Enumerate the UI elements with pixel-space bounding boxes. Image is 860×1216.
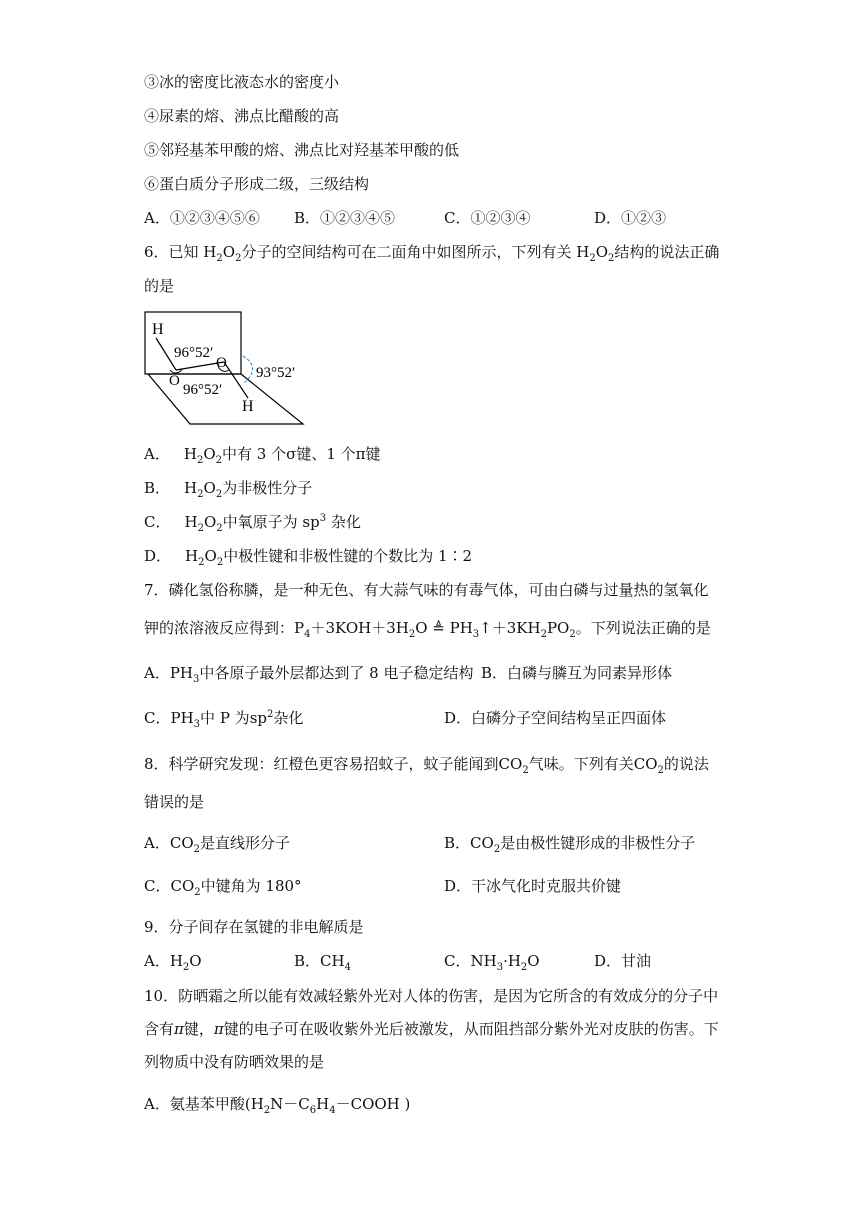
q7-option-d: D．白磷分子空间结构呈正四面体 [444, 709, 667, 727]
q8-option-d: D．干冰气化时克服共价键 [444, 877, 622, 895]
q9-option-b: B．$CH_4$ [294, 952, 351, 973]
q5-option-d: D．①②③ [594, 209, 667, 227]
h2o2-dihedral-diagram [140, 308, 310, 430]
q5-item-5: ⑤邻羟基苯甲酸的熔、沸点比对羟基苯甲酸的低 [144, 141, 460, 159]
q7-option-b: B．白磷与膦互为同素异形体 [481, 664, 673, 682]
q6-option-c: C． $H_2O_2$中氧原子为 $sp^3$ 杂化 [144, 513, 361, 534]
q9-option-d: D．甘油 [594, 952, 652, 970]
label-h-top: H [152, 321, 164, 338]
q9-option-c: C．$NH_3\cdot H_2O$ [444, 952, 540, 973]
q10-stem-line3: 列物质中没有防晒效果的是 [144, 1053, 325, 1071]
bond-o-h-lower [224, 362, 248, 398]
q10-stem-line1: 10．防晒霜之所以能有效减轻紫外光对人体的伤害，是因为它所含的有效成分的分子中 [144, 987, 719, 1005]
q8-option-c: C．$CO_2$中键角为 180° [144, 877, 302, 898]
q8-stem-line1: 8．科学研究发现：红橙色更容易招蚊子，蚊子能闻到$CO_2$气味。下列有关$CO_2$的说法 [144, 755, 709, 776]
q9-stem: 9．分子间存在氢键的非电解质是 [144, 918, 364, 936]
q6-option-d: D． $H_2O_2$中极性键和非极性键的个数比为 1∶2 [144, 547, 473, 568]
q9-option-a: A．$H_2O$ [144, 952, 202, 973]
label-angle-upper: 96°52′ [174, 345, 214, 361]
q6-option-b: B． $H_2O_2$为非极性分子 [144, 479, 313, 500]
q5-item-3: ③冰的密度比液态水的密度小 [144, 73, 340, 91]
bond-h-o-upper [156, 338, 176, 370]
q5-option-a: A．①②③④⑤⑥ [144, 209, 260, 227]
label-o-right: O [216, 355, 227, 371]
q8-stem-line2: 错误的是 [144, 793, 205, 811]
q5-option-b: B．①②③④⑤ [294, 209, 396, 227]
q10-option-a: A．氨基苯甲酸($H_2N-C_6H_4-COOH$ ) [144, 1095, 411, 1116]
q7-option-a: A．$PH_3$中各原子最外层都达到了 8 电子稳定结构 [144, 664, 474, 685]
q6-stem-line2: 的是 [144, 277, 175, 295]
q8-option-b: B．$CO_2$是由极性键形成的非极性分子 [444, 834, 696, 855]
q6-stem-line1: 6．已知 $H_2O_2$分子的空间结构可在二面角中如图所示，下列有关 $H_2O_2$结构的说法正确 [144, 243, 720, 264]
q5-option-c: C．①②③④ [444, 209, 531, 227]
q5-item-6: ⑥蛋白质分子形成二级，三级结构 [144, 175, 370, 193]
label-o-left: O [169, 373, 180, 389]
q6-option-a: A． $H_2O_2$中有 3 个σ键、1 个π键 [144, 445, 381, 466]
q10-stem-line2: 含有π键，π键的电子可在吸收紫外光后被激发，从而阻挡部分紫外光对皮肤的伤害。下 [144, 1020, 719, 1038]
q7-stem-line2: 钾的浓溶液反应得到：$P_4+3KOH+3H_2O$ ≜ $PH_3↑+3KH_2PO_2$。下列说法正确的是 [144, 619, 711, 640]
q7-stem-line1: 7．磷化氢俗称膦，是一种无色、有大蒜气味的有毒气体，可由白磷与过量热的氢氧化 [144, 581, 709, 599]
label-dihedral: 93°52′ [256, 365, 296, 381]
label-h-bottom: H [242, 398, 254, 415]
q5-item-4: ④尿素的熔、沸点比醋酸的高 [144, 107, 340, 125]
q7-option-c: C．$PH_3$中 P 为$sp^2$杂化 [144, 709, 304, 730]
label-angle-lower: 96°52′ [183, 382, 223, 398]
q8-option-a: A．$CO_2$是直线形分子 [144, 834, 291, 855]
